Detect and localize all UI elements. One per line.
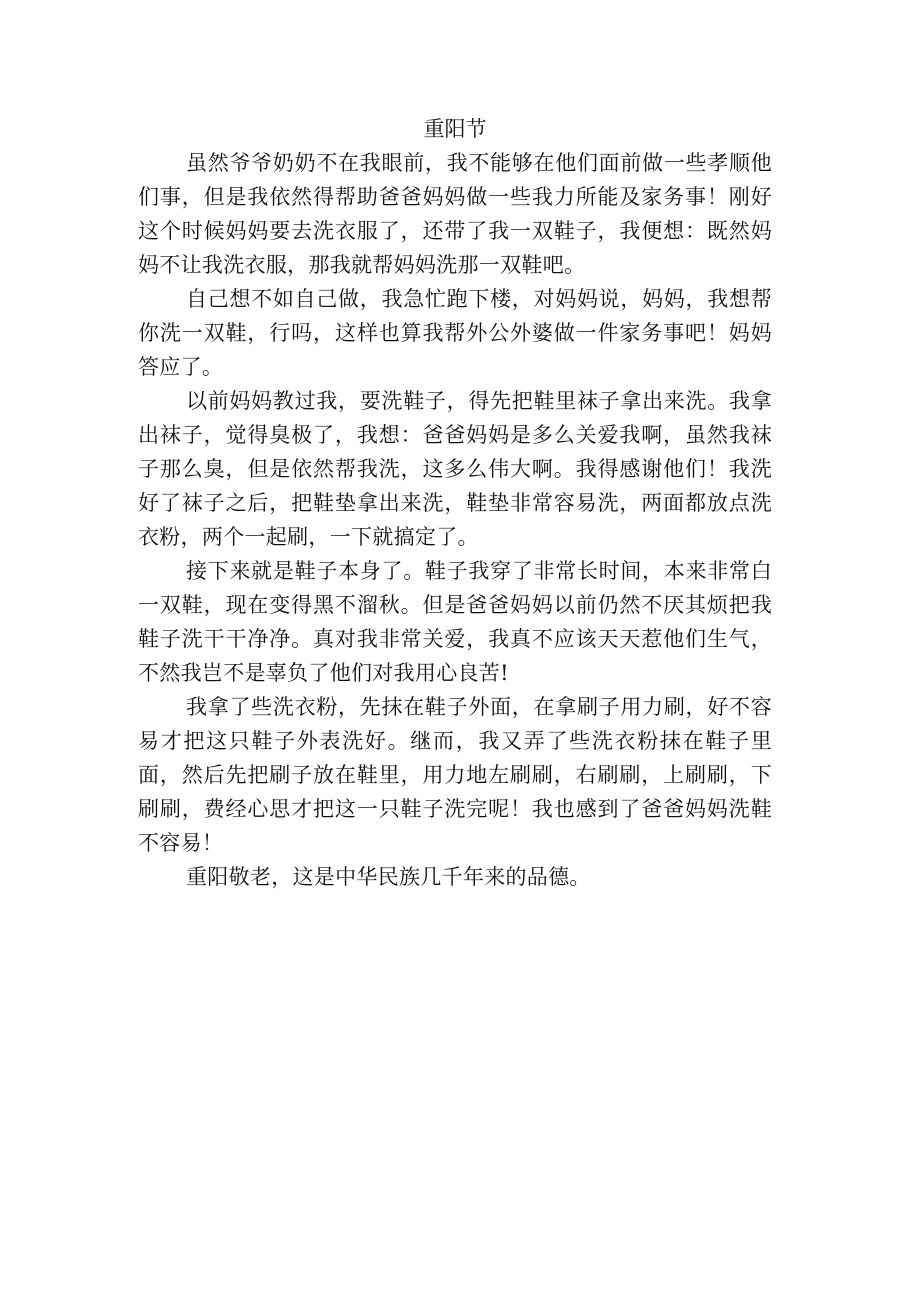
paragraph-3: 以前妈妈教过我，要洗鞋子，得先把鞋里袜子拿出来洗。我拿出袜子，觉得臭极了，我想：爸爸妈妈是多么关爱我啊，虽然我袜子那么臭，但是依然帮我洗，这多么伟大啊。我得感谢他们！我洗好了袜子之后，把鞋垫拿出来洗，鞋垫非常容易洗，两面都放点洗衣粉，两个一起刷，一下就搞定了。 <box>138 389 772 549</box>
paragraph-2: 自己想不如自己做，我急忙跑下楼，对妈妈说，妈妈，我想帮你洗一双鞋，行吗，这样也算我帮外公外婆做一件家务事吧！妈妈答应了。 <box>138 287 772 379</box>
paragraph-6: 重阳敬老，这是中华民族几千年来的品德。 <box>186 865 591 889</box>
document-body <box>138 112 772 894</box>
document-title: 重阳节 <box>423 117 487 141</box>
paragraph-4: 接下来就是鞋子本身了。鞋子我穿了非常长时间，本来非常白一双鞋，现在变得黑不溜秋。但是爸爸妈妈以前仍然不厌其烦把我鞋子洗干干净净。真对我非常关爱，我真不应该天天惹他们生气，不然我岂不是辜负了他们对我用心良苦! <box>138 559 772 685</box>
paragraph-5: 我拿了些洗衣粉，先抹在鞋子外面，在拿刷子用力刷，好不容易才把这只鞋子外表洗好。继而，我又弄了些洗衣粉抹在鞋子里面，然后先把刷子放在鞋里，用力地左刷刷，右刷刷，上刷刷，下刷刷，费经心思才把这一只鞋子洗完呢！我也感到了爸爸妈妈洗鞋不容易！ <box>138 695 772 855</box>
paragraph-1: 虽然爷爷奶奶不在我眼前，我不能够在他们面前做一些孝顺他们事，但是我依然得帮助爸爸妈妈做一些我力所能及家务事！刚好这个时候妈妈要去洗衣服了，还带了我一双鞋子，我便想：既然妈妈不让我洗衣服，那我就帮妈妈洗那一双鞋吧。 <box>138 151 772 277</box>
